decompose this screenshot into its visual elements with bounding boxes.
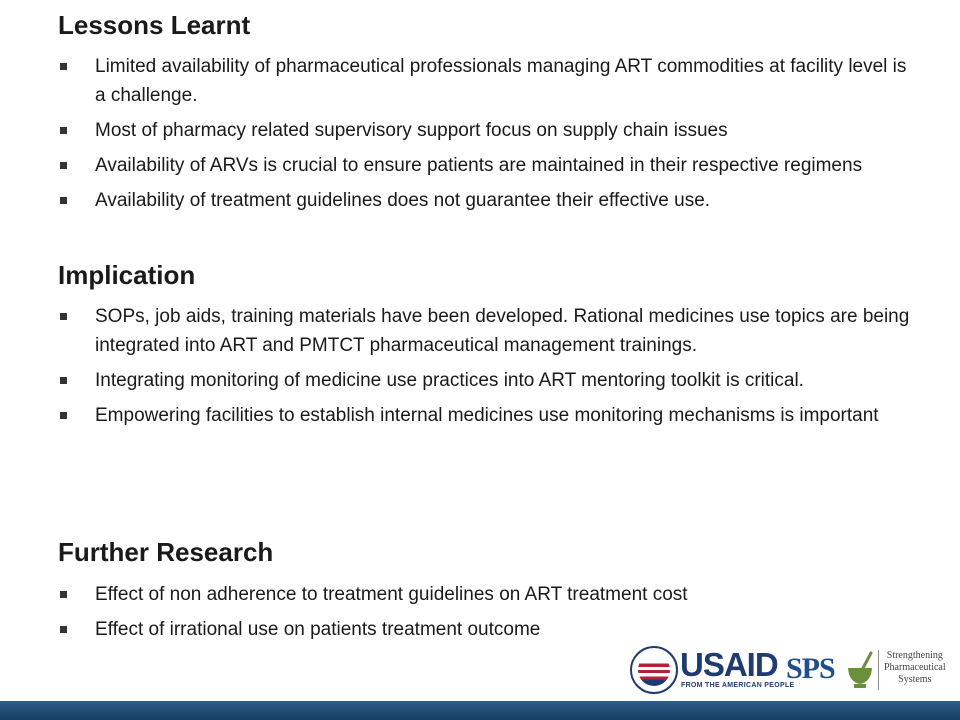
list-item: Availability of treatment guidelines does not guarantee their effective use. xyxy=(58,186,918,215)
sps-logo: SPS xyxy=(786,652,835,685)
list-item: Integrating monitoring of medicine use practices into ART mentoring toolkit is critical. xyxy=(58,366,918,395)
further-research-list xyxy=(58,580,918,650)
footer-bar xyxy=(0,701,960,720)
sps-tagline: Strengthening Pharmaceutical Systems xyxy=(884,650,946,685)
square-bullet-icon xyxy=(60,63,67,70)
list-item: Availability of ARVs is crucial to ensure patients are maintained in their respective regimens xyxy=(58,151,918,180)
square-bullet-icon xyxy=(60,127,67,134)
square-bullet-icon xyxy=(60,313,67,320)
list-item: Effect of non adherence to treatment guidelines on ART treatment cost xyxy=(58,580,918,609)
square-bullet-icon xyxy=(60,591,67,598)
list-item: Empowering facilities to establish internal medicines use monitoring mechanisms is important xyxy=(58,401,918,430)
list-item: Most of pharmacy related supervisory support focus on supply chain issues xyxy=(58,116,918,145)
lessons-learnt-list xyxy=(58,52,918,221)
list-item: Limited availability of pharmaceutical professionals managing ART commodities at facility level is a challenge. xyxy=(58,52,918,110)
section-heading-further-research: Further Research xyxy=(58,537,274,567)
section-heading-lessons-learnt: Lessons Learnt xyxy=(58,10,251,40)
square-bullet-icon xyxy=(60,197,67,204)
section-heading-implication: Implication xyxy=(58,260,196,290)
square-bullet-icon xyxy=(60,162,67,169)
footer-logos xyxy=(628,644,958,698)
implication-list xyxy=(58,302,918,436)
square-bullet-icon xyxy=(60,626,67,633)
usaid-tagline: FROM THE AMERICAN PEOPLE xyxy=(681,682,795,689)
logo-divider xyxy=(878,650,879,690)
usaid-seal-icon xyxy=(630,646,678,694)
square-bullet-icon xyxy=(60,412,67,419)
square-bullet-icon xyxy=(60,377,67,384)
mortar-pestle-icon xyxy=(844,650,876,690)
list-item: SOPs, job aids, training materials have been developed. Rational medicines use topics are being integrated into ART and PMTCT pharmaceutical management trainings. xyxy=(58,302,918,360)
list-item: Effect of irrational use on patients treatment outcome xyxy=(58,615,918,644)
usaid-logo: USAID xyxy=(680,646,778,683)
